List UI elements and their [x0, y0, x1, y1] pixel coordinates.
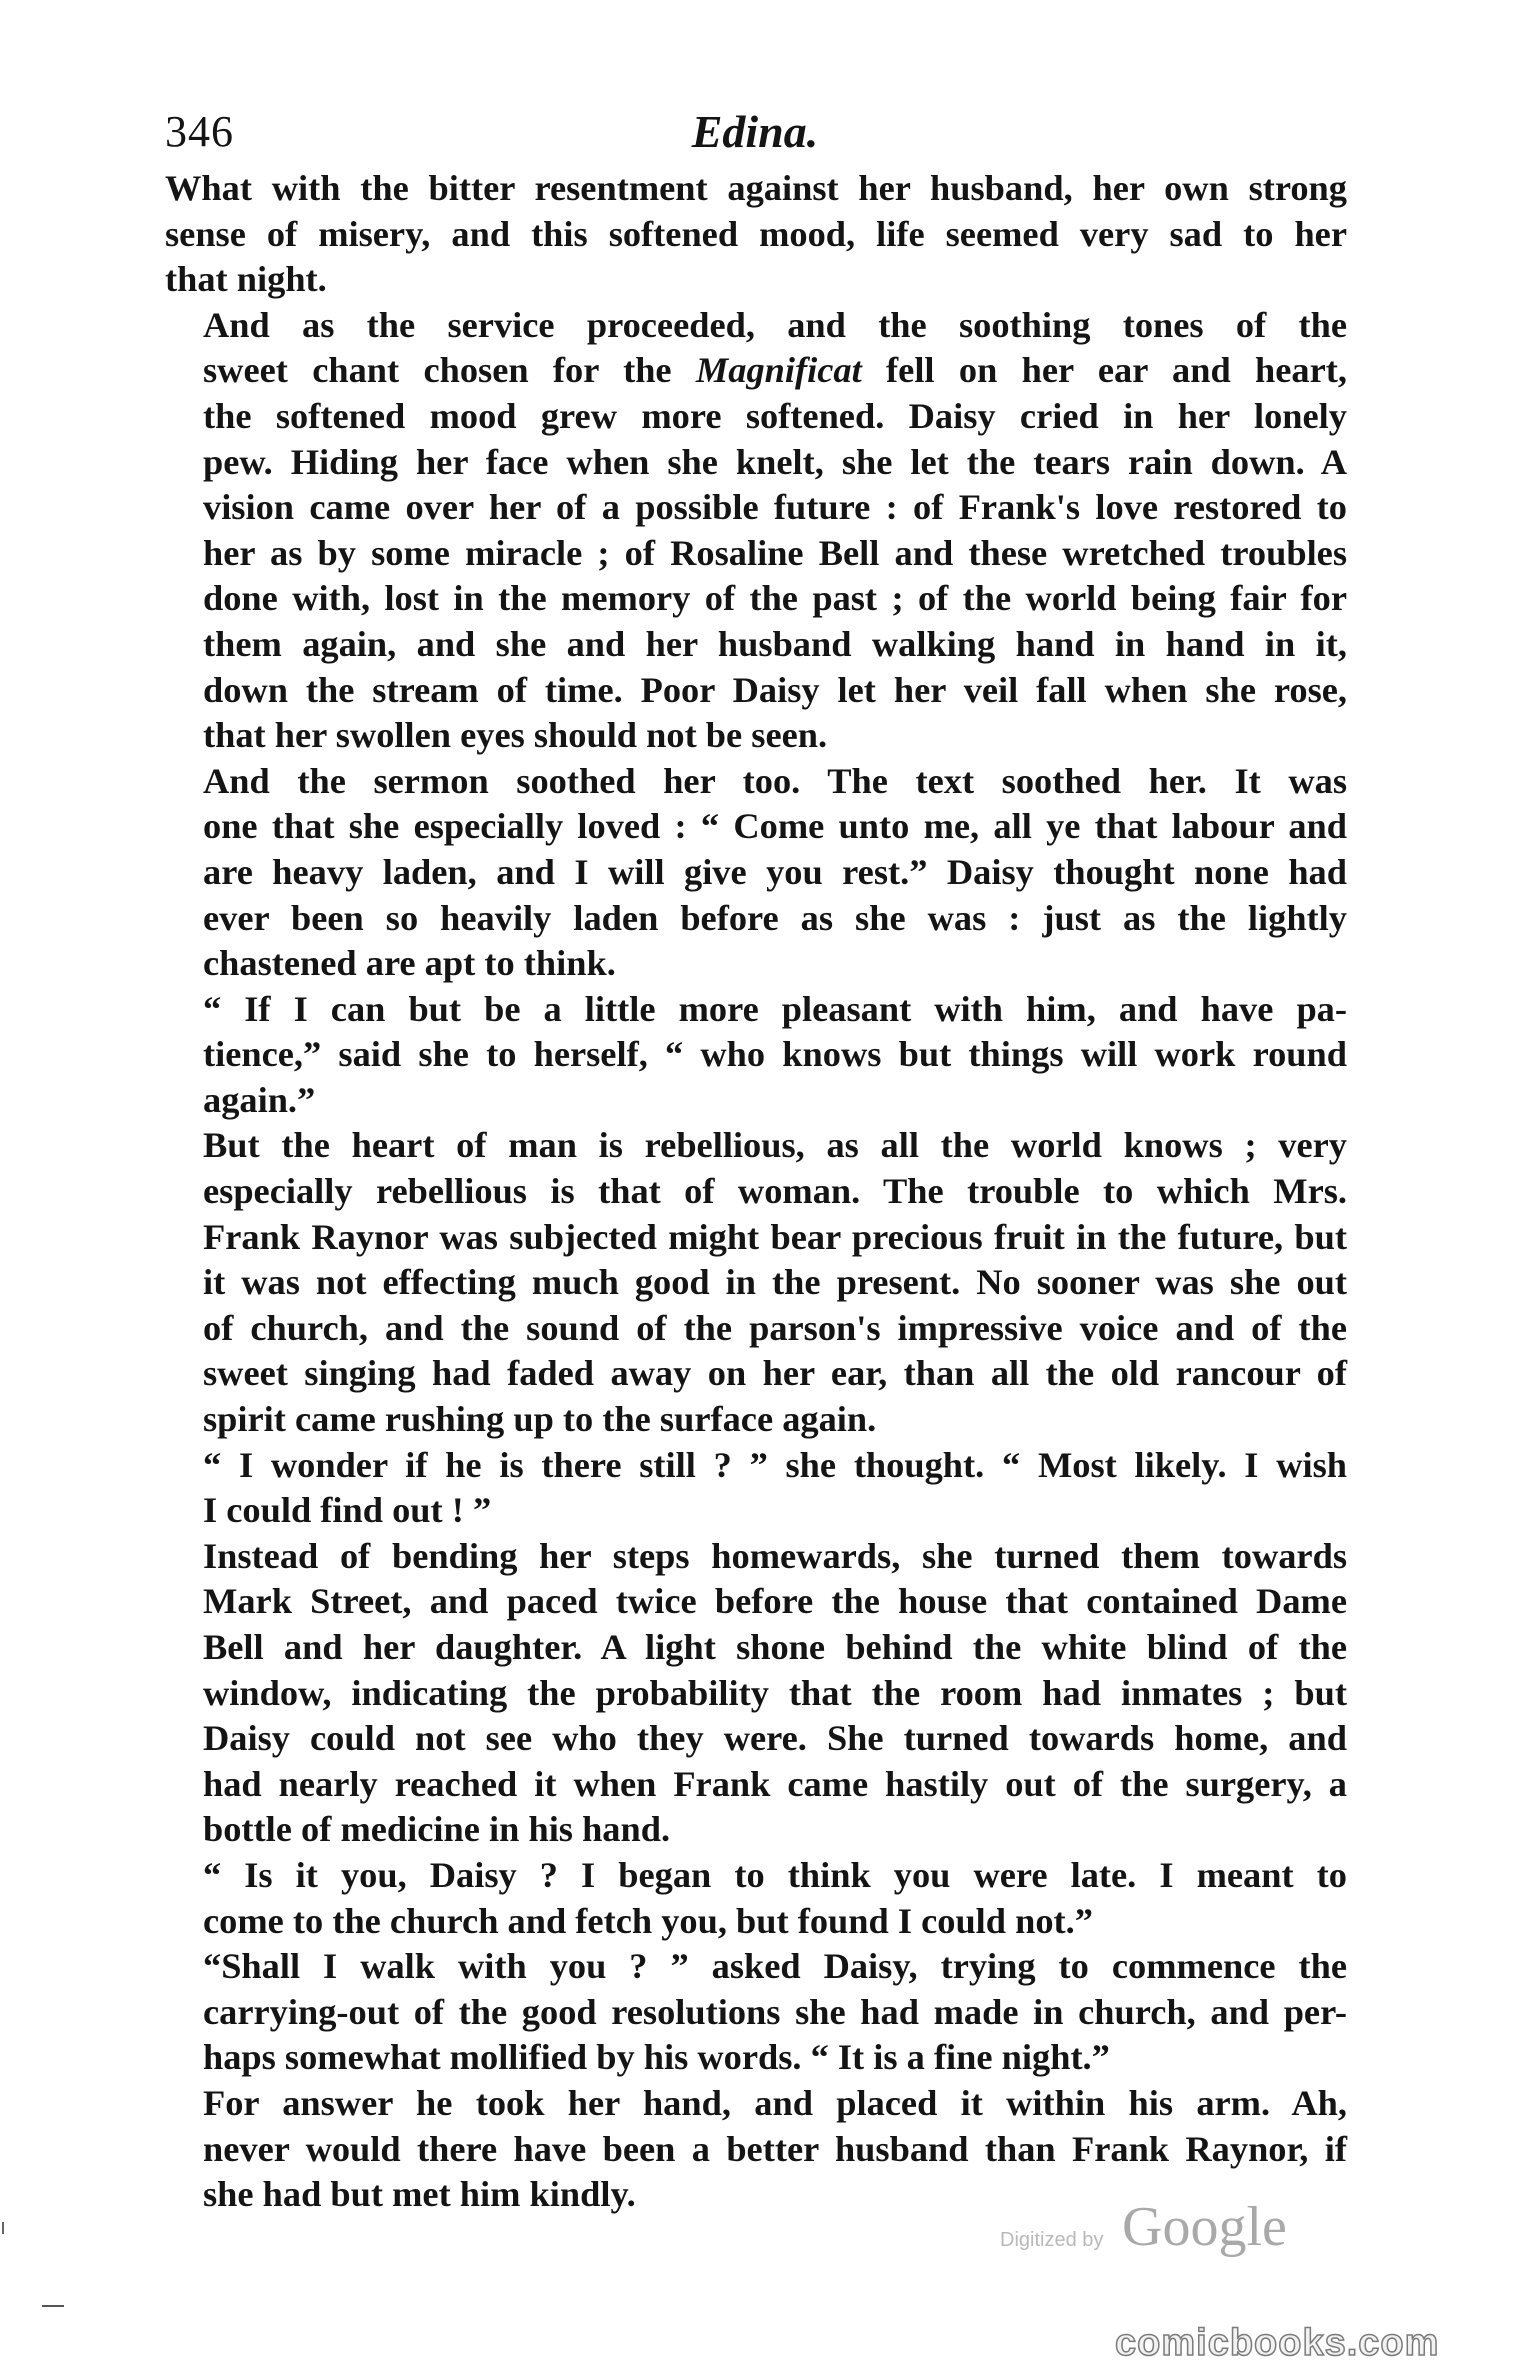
- google-watermark: [1000, 2195, 1330, 2265]
- text-line: Instead of bending her steps homewards, she turned them towards: [203, 1535, 1347, 1576]
- text-line: are heavy laden, and I will give you rest.” Daisy thought none had: [203, 851, 1347, 892]
- text-line: Frank Raynor was subjected might bear precious fruit in the future, but: [203, 1216, 1347, 1257]
- text-line: And as the service proceeded, and the soothing tones of the: [203, 304, 1347, 345]
- text-line: her as by some miracle ; of Rosaline Bell and these wretched troubles: [203, 532, 1347, 573]
- text-line: tience,” said she to herself, “ who knows but things will work round: [203, 1034, 1347, 1075]
- text-line: ever been so heavily laden before as she was : just as the lightly: [203, 897, 1347, 938]
- google-logo: Google: [1122, 2196, 1287, 2258]
- page-header: [165, 102, 1345, 162]
- text-line: Daisy could not see who they were. She turned towards home, and: [203, 1718, 1347, 1759]
- text-line: especially rebellious is that of woman. The trouble to which Mrs.: [203, 1171, 1347, 1212]
- text-line: window, indicating the probability that the room had inmates ; but: [203, 1672, 1347, 1713]
- paragraph: [165, 1944, 1347, 2081]
- paragraph: [165, 1853, 1347, 1944]
- page-number: 346: [165, 107, 234, 156]
- text-line: sweet singing had faded away on her ear, than all the old rancour of: [203, 1353, 1347, 1394]
- text-line: that night.: [165, 259, 327, 300]
- paragraph: [165, 303, 1347, 759]
- site-watermark: comicbooks.com: [1115, 2322, 1440, 2364]
- body-text: [165, 166, 1347, 2218]
- text-line: And the sermon soothed her too. The text soothed her. It was: [203, 760, 1347, 801]
- paragraph: [165, 1443, 1347, 1534]
- text-line: “ I wonder if he is there still ? ” she thought. “ Most likely. I wish: [203, 1444, 1347, 1485]
- text-line: never would there have been a better husband than Frank Raynor, if: [203, 2128, 1347, 2169]
- text-line: sense of misery, and this softened mood, life seemed very sad to her: [165, 213, 1347, 254]
- margin-tick: [2, 2222, 4, 2234]
- italic-term: Magnificat: [695, 350, 862, 391]
- text-line: bottle of medicine in his hand.: [203, 1809, 671, 1850]
- margin-mark: [42, 2305, 64, 2307]
- text-line: it was not effecting much good in the present. No sooner was she out: [203, 1262, 1347, 1303]
- text-line: “ Is it you, Daisy ? I began to think you were late. I meant to: [203, 1854, 1347, 1895]
- text-line: vision came over her of a possible future : of Frank's love restored to: [203, 487, 1347, 528]
- text-line: Bell and her daughter. A light shone behind the white blind of the: [203, 1627, 1347, 1667]
- text-line: the softened mood grew more softened. Daisy cried in her lonely: [203, 395, 1347, 436]
- text-line: chastened are apt to think.: [203, 943, 616, 984]
- text-line: of church, and the sound of the parson's impressive voice and of the: [203, 1307, 1347, 1348]
- text-line: carrying-out of the good resolutions she had made in church, and per-: [203, 1991, 1347, 2032]
- text-line: she had but met him kindly.: [203, 2174, 636, 2215]
- paragraph: [165, 987, 1347, 1124]
- paragraph: [165, 1123, 1347, 1442]
- paragraph: [165, 1534, 1347, 1853]
- text-line: “ If I can but be a little more pleasant with him, and have pa-: [203, 988, 1347, 1029]
- text-line: “Shall I walk with you ? ” asked Daisy, trying to commence the: [203, 1946, 1347, 1987]
- paragraph: [165, 166, 1347, 303]
- text-line: them again, and she and her husband walking hand in hand in it,: [203, 623, 1347, 664]
- text-line: done with, lost in the memory of the past ; of the world being fair for: [203, 578, 1347, 619]
- running-title: Edina.: [691, 106, 819, 157]
- text-line: What with the bitter resentment against her husband, her own strong: [165, 168, 1347, 208]
- text-line: down the stream of time. Poor Daisy let her veil fall when she rose,: [203, 669, 1347, 710]
- paragraph: [165, 759, 1347, 987]
- text-line: spirit came rushing up to the surface again.: [203, 1399, 877, 1440]
- text-line: again.”: [203, 1079, 316, 1120]
- text-line: pew. Hiding her face when she knelt, she let the tears rain down. A: [203, 441, 1347, 482]
- text-line: sweet chant chosen for the Magnificat fell on her ear and heart,: [203, 350, 1347, 391]
- text-line: I could find out ! ”: [203, 1490, 492, 1531]
- text-line: come to the church and fetch you, but found I could not.”: [203, 1900, 1093, 1941]
- text-line: But the heart of man is rebellious, as all the world knows ; very: [203, 1125, 1347, 1166]
- digitized-by-label: Digitized by: [1000, 2229, 1104, 2251]
- text-line: Mark Street, and paced twice before the house that contained Dame: [203, 1581, 1347, 1622]
- text-line: haps somewhat mollified by his words. “ It is a fine night.”: [203, 2037, 1110, 2078]
- text-line: one that she especially loved : “ Come unto me, all ye that labour and: [203, 806, 1347, 847]
- text-line: For answer he took her hand, and placed it within his arm. Ah,: [203, 2082, 1347, 2123]
- text-line: had nearly reached it when Frank came hastily out of the surgery, a: [203, 1763, 1347, 1804]
- text-line: that her swollen eyes should not be seen.: [203, 715, 828, 756]
